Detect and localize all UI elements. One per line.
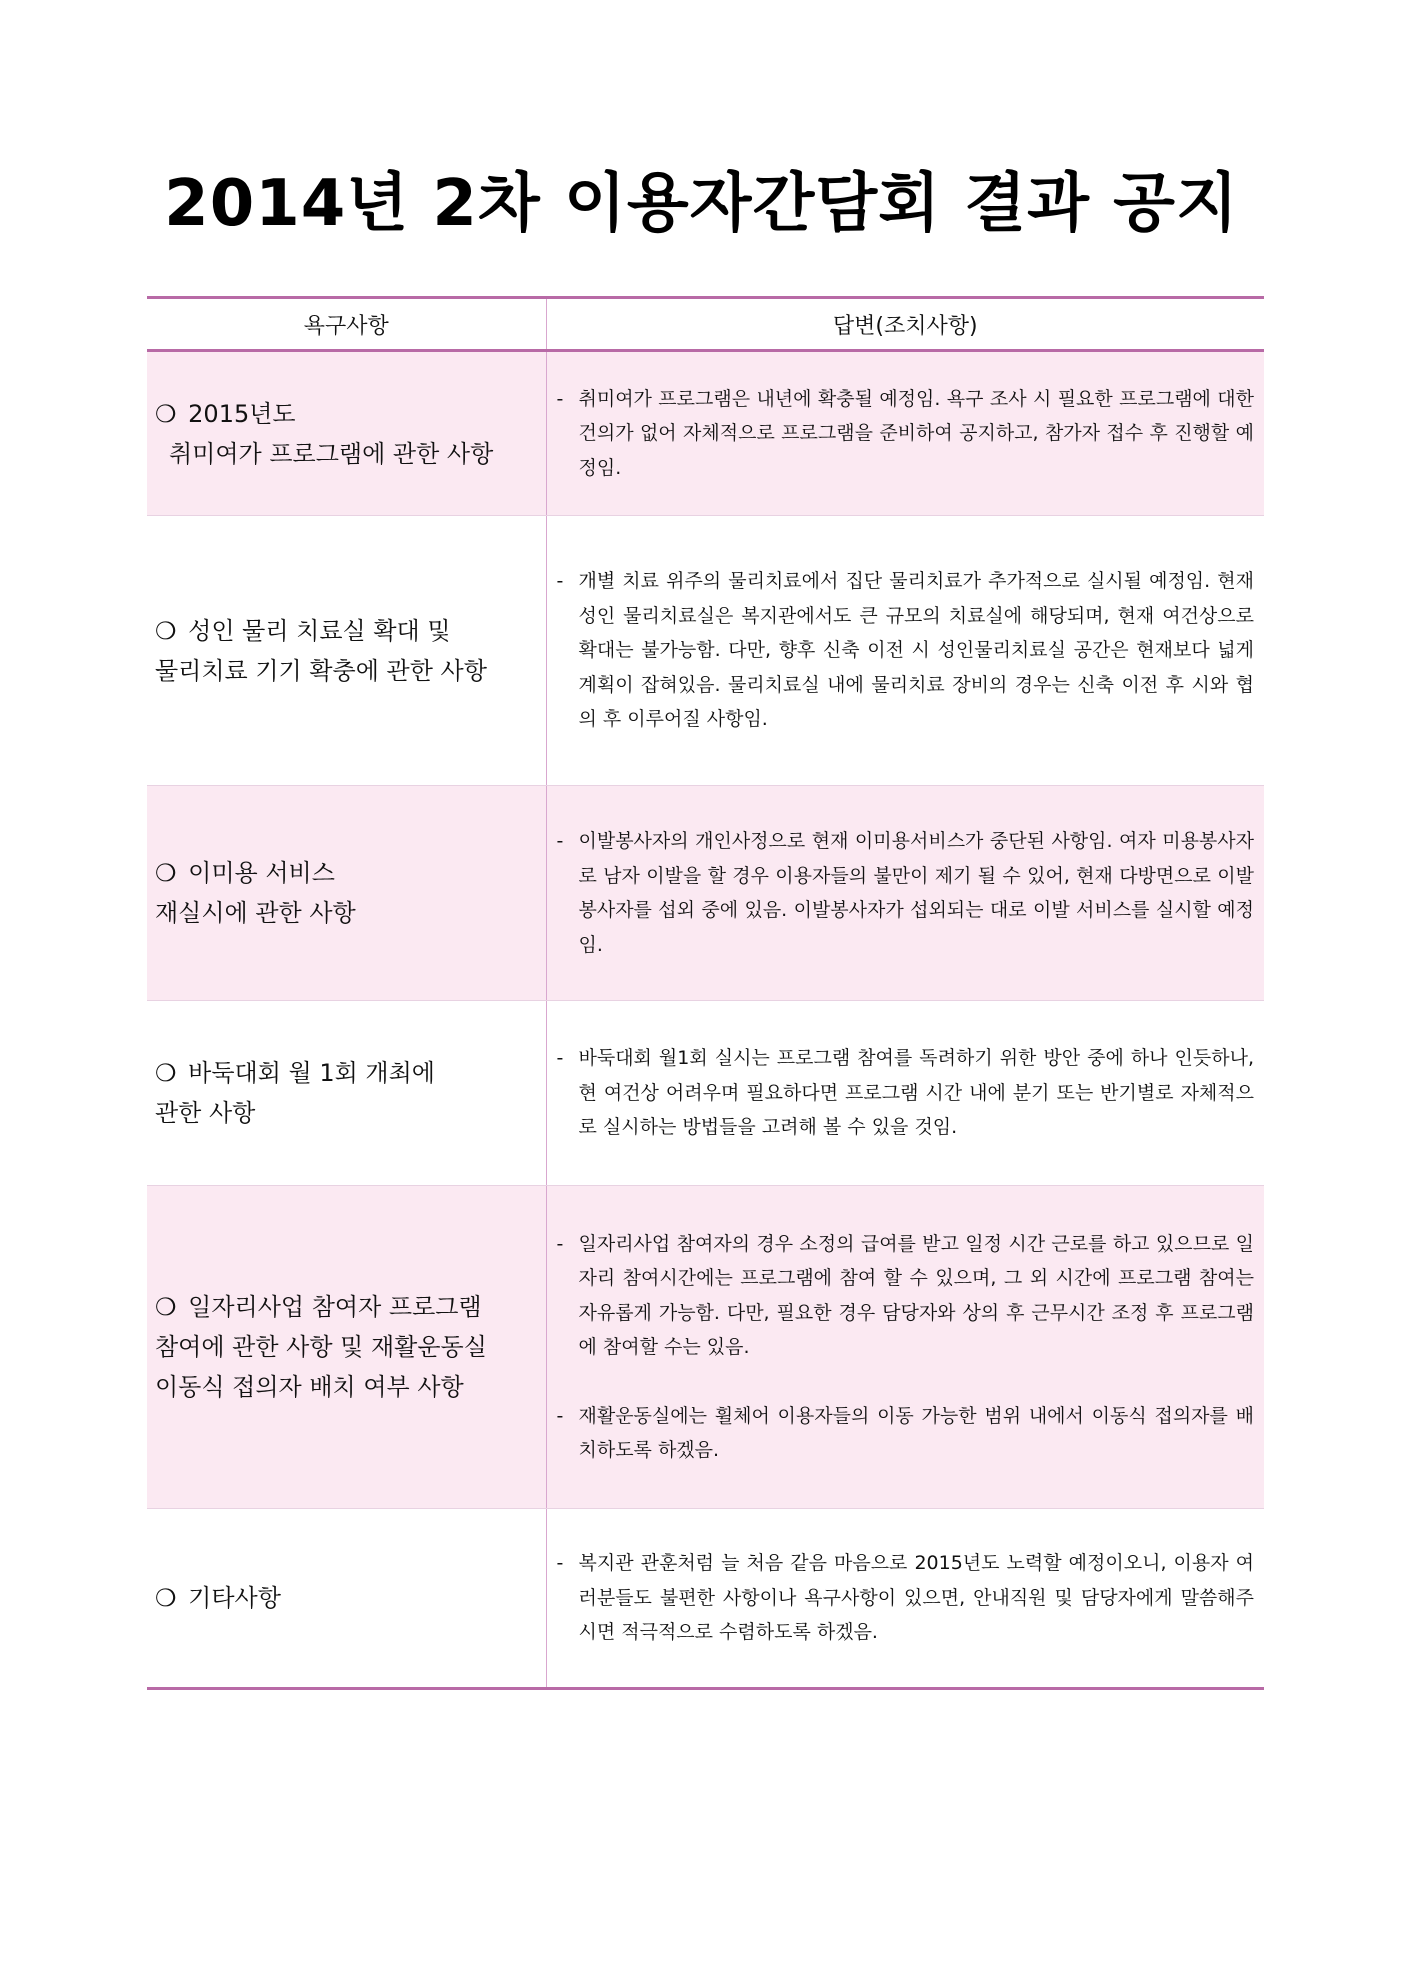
circle-bullet-icon: ❍ — [155, 1293, 177, 1321]
table-row — [147, 786, 1264, 1001]
table-row — [147, 351, 1264, 516]
answer-cell — [546, 786, 1264, 1001]
circle-bullet-icon: ❍ — [155, 616, 177, 645]
answer-paragraph: - 일자리사업 참여자의 경우 소정의 급여를 받고 일정 시간 근로를 하고 있으므로 일자리 참여시간에는 프로그램에 참여 할 수 있으며, 그 외 시간에 프로그램 참여는 자유롭게 가능함. 다만, 필요한 경우 담당자와 상의 후 근무시간 조정 후 프로그램에 참여할 수는 있음. — [556, 1232, 1254, 1358]
circle-bullet-icon: ❍ — [155, 399, 177, 428]
table-row — [147, 1509, 1264, 1689]
answer-cell — [546, 1186, 1264, 1509]
request-cell: ❍ 일자리사업 참여자 프로그램 참여에 관한 사항 및 재활운동실 이동식 접의자 배치 여부 사항 — [147, 1186, 546, 1509]
header-answer: 답변(조치사항) — [546, 298, 1264, 351]
table-row — [147, 516, 1264, 786]
answer-paragraph: - 재활운동실에는 휠체어 이용자들의 이동 가능한 범위 내에서 이동식 접의자를 배치하도록 하겠음. — [556, 1404, 1254, 1461]
answer-paragraph: - 이발봉사자의 개인사정으로 현재 이미용서비스가 중단된 사항임. 여자 미용봉사자로 남자 이발을 할 경우 이용자들의 불만이 제기 될 수 있어, 현재 다방면으로 이발봉사자를 섭외 중에 있음. 이발봉사자가 섭외되는 대로 이발 서비스를 실시할 예정임. — [556, 830, 1254, 956]
answer-cell — [546, 1509, 1264, 1689]
table-row — [147, 1001, 1264, 1186]
table-row — [147, 1186, 1264, 1509]
answer-cell — [546, 516, 1264, 786]
request-cell: ❍ 바둑대회 월 1회 개최에 관한 사항 — [147, 1001, 546, 1186]
answer-paragraph: - 개별 치료 위주의 물리치료에서 집단 물리치료가 추가적으로 실시될 예정임. 현재 성인 물리치료실은 복지관에서도 큰 규모의 치료실에 해당되며, 현재 여건상으로 확대는 불가능함. 다만, 향후 신축 이전 시 성인물리치료실 공간은 현재보다 넓게 계획이 잡혀있음. 물리치료실 내에 물리치료 장비의 경우는 신축 이전 후 시와 협의 후 이루어질 사항임. — [556, 570, 1254, 731]
request-cell: ❍ 성인 물리 치료실 확대 및 물리치료 기기 확충에 관한 사항 — [147, 516, 546, 786]
request-cell: ❍ 2015년도 취미여가 프로그램에 관한 사항 — [147, 351, 546, 516]
header-request: 욕구사항 — [147, 298, 546, 351]
answer-cell — [546, 351, 1264, 516]
result-table — [147, 296, 1264, 1690]
request-cell: ❍ 기타사항 — [147, 1509, 546, 1689]
answer-paragraph: - 취미여가 프로그램은 내년에 확충될 예정임. 욕구 조사 시 필요한 프로그램에 대한 건의가 없어 자체적으로 프로그램을 준비하여 공지하고, 참가자 접수 후 진행할 예정임. — [556, 387, 1254, 479]
answer-cell — [546, 1001, 1264, 1186]
request-cell: ❍ 이미용 서비스 재실시에 관한 사항 — [147, 786, 546, 1001]
circle-bullet-icon: ❍ — [155, 859, 177, 887]
answer-paragraph: - 복지관 관훈처럼 늘 처음 같음 마음으로 2015년도 노력할 예정이오니, 이용자 여러분들도 불편한 사항이나 욕구사항이 있으면, 안내직원 및 담당자에게 말씀해주시면 적극적으로 수렴하도록 하겠음. — [556, 1552, 1254, 1644]
page-title: 2014년 2차 이용자간담회 결과 공지 — [164, 167, 1239, 241]
answer-paragraph: - 바둑대회 월1회 실시는 프로그램 참여를 독려하기 위한 방안 중에 하나 인듯하나, 현 여건상 어려우며 필요하다면 프로그램 시간 내에 분기 또는 반기별로 자체적으로 실시하는 방법들을 고려해 볼 수 있을 것임. — [556, 1047, 1254, 1139]
circle-bullet-icon: ❍ — [155, 1584, 177, 1612]
table-header-row — [147, 298, 1264, 351]
circle-bullet-icon: ❍ — [155, 1059, 177, 1087]
